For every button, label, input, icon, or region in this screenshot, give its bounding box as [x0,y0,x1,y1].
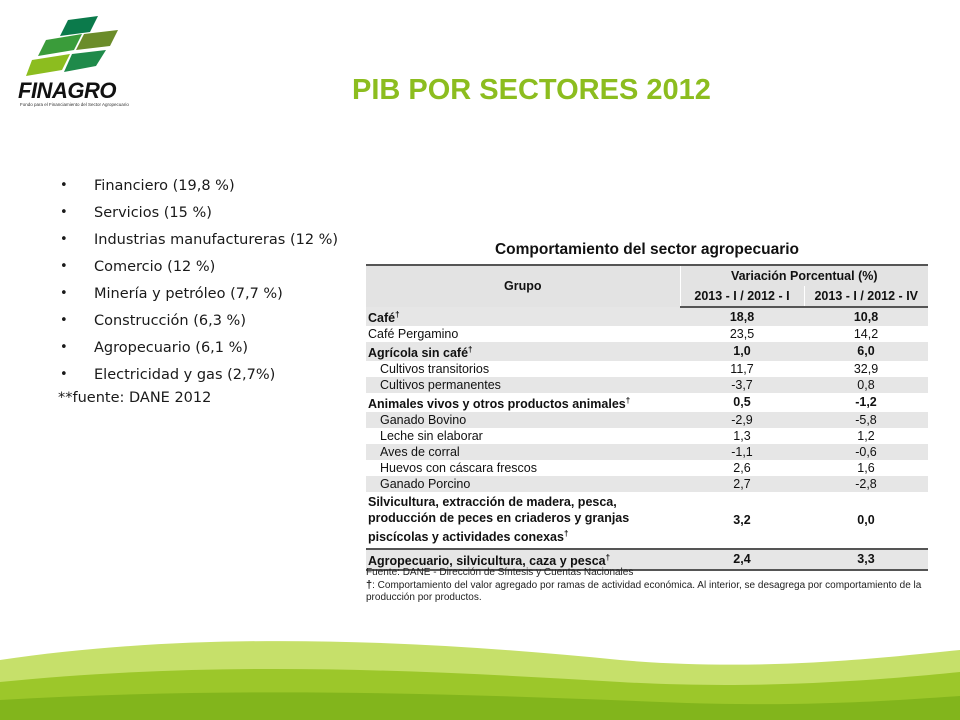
header-group: Grupo [366,265,680,307]
row-label: Agropecuario, silvicultura, caza y pesca [368,553,606,568]
dagger-mark: † [605,552,611,562]
list-item: • Industrias manufactureras (12 %) [58,228,338,255]
row-value-2: 0,8 [804,377,928,393]
row-value-1: 2,4 [680,549,804,570]
row-value-2: 10,8 [804,307,928,326]
row-label-line: Silvicultura, extracción de madera, pesca, [368,495,617,510]
table-row [366,393,928,412]
row-label: Café Pergamino [368,326,459,341]
list-item: • Electricidad y gas (2,7%) [58,363,338,390]
header-variation: Variación Porcentual (%) [680,265,928,286]
table-row [366,476,928,492]
row-value-1: 2,6 [733,460,751,475]
row-value-1: 2,7 [680,476,804,492]
table-row [366,326,928,342]
logo-wordmark: FINAGRO [18,78,116,103]
list-item: • Minería y petróleo (7,7 %) [58,282,338,309]
table-row [366,412,928,428]
table-row [366,361,928,377]
source-note: **fuente: DANE 2012 [58,390,212,406]
row-value-2: 1,2 [857,428,875,443]
row-label: Leche sin elaborar [380,428,483,443]
row-value-2: 6,0 [804,342,928,361]
list-item: • Financiero (19,8 %) [58,174,338,201]
row-value-2: 3,3 [804,549,928,570]
row-value-2: -1,2 [855,395,877,410]
finagro-leaf-icon [26,14,126,78]
row-value-2: -0,6 [804,444,928,460]
table-row [366,460,928,476]
table-notes [366,567,928,604]
row-value-2: -5,8 [804,412,928,428]
row-value-1: 3,2 [733,512,751,527]
row-label: Ganado Bovino [366,412,680,428]
row-label: Agrícola sin café [368,346,469,361]
agro-sector-table [366,264,928,571]
list-item: • Comercio (12 %) [58,255,338,282]
row-value-2: 32,9 [853,361,879,376]
row-value-1: -2,9 [680,412,804,428]
table-row [366,428,928,444]
logo-tagline: Fondo para el Financiamiento del Sector Agropecuario [20,102,129,107]
note-dagger-line [366,579,928,604]
row-value-1: 1,3 [733,428,751,443]
dagger-mark: † [395,310,400,319]
header-col2: 2013 - I / 2012 - IV [804,286,928,307]
row-label: Animales vivos y otros productos animales [368,397,626,412]
list-item: • Agropecuario (6,1 %) [58,336,338,363]
decorative-wave [0,620,960,720]
header-col1: 2013 - I / 2012 - I [680,286,804,307]
row-value-2: 14,2 [853,326,879,341]
row-label: Cultivos permanentes [366,377,680,393]
page-title: PIB POR SECTORES 2012 [352,74,711,106]
table-row [366,444,928,460]
list-item: • Construcción (6,3 %) [58,309,338,336]
dagger-mark: † [563,529,569,539]
list-item: • Servicios (15 %) [58,201,338,228]
dagger-mark: † [625,396,631,406]
sector-list [58,174,338,390]
row-value-1: 11,7 [730,361,754,376]
row-label: Cultivos transitorios [380,361,490,376]
row-label-line: producción de peces en criaderos y granjas [368,511,630,526]
table-row [366,492,928,548]
dagger-mark: † [366,579,373,591]
row-label: Aves de corral [366,444,680,460]
row-value-1: -1,1 [680,444,804,460]
note-source: Fuente: DANE - Dirección de Síntesis y Cuentas Nacionales [366,567,634,578]
table-title: Comportamiento del sector agropecuario [494,241,800,258]
row-value-2: -2,8 [804,476,928,492]
row-value-2: 1,6 [857,460,875,475]
table-row [366,342,928,361]
row-value-1: 1,0 [680,342,804,361]
row-value-1: 23,5 [729,326,755,341]
dagger-mark: † [468,345,473,355]
row-value-1: 0,5 [733,395,751,410]
row-value-2: 0,0 [857,512,875,527]
row-label: Ganado Porcino [366,476,680,492]
table-row [366,307,928,326]
table-row [366,377,928,393]
note-dagger: : Comportamiento del valor agregado por ramas de actividad económica. Al interior, se desagrega por comportamiento de la producción por productos. [366,580,922,603]
row-label: Huevos con cáscara frescos [380,460,538,475]
row-label: Café [368,311,396,326]
finagro-logo [18,14,129,107]
row-label-line: piscícolas y actividades conexas [368,530,564,545]
row-value-1: 18,8 [680,307,804,326]
row-value-1: -3,7 [680,377,804,393]
